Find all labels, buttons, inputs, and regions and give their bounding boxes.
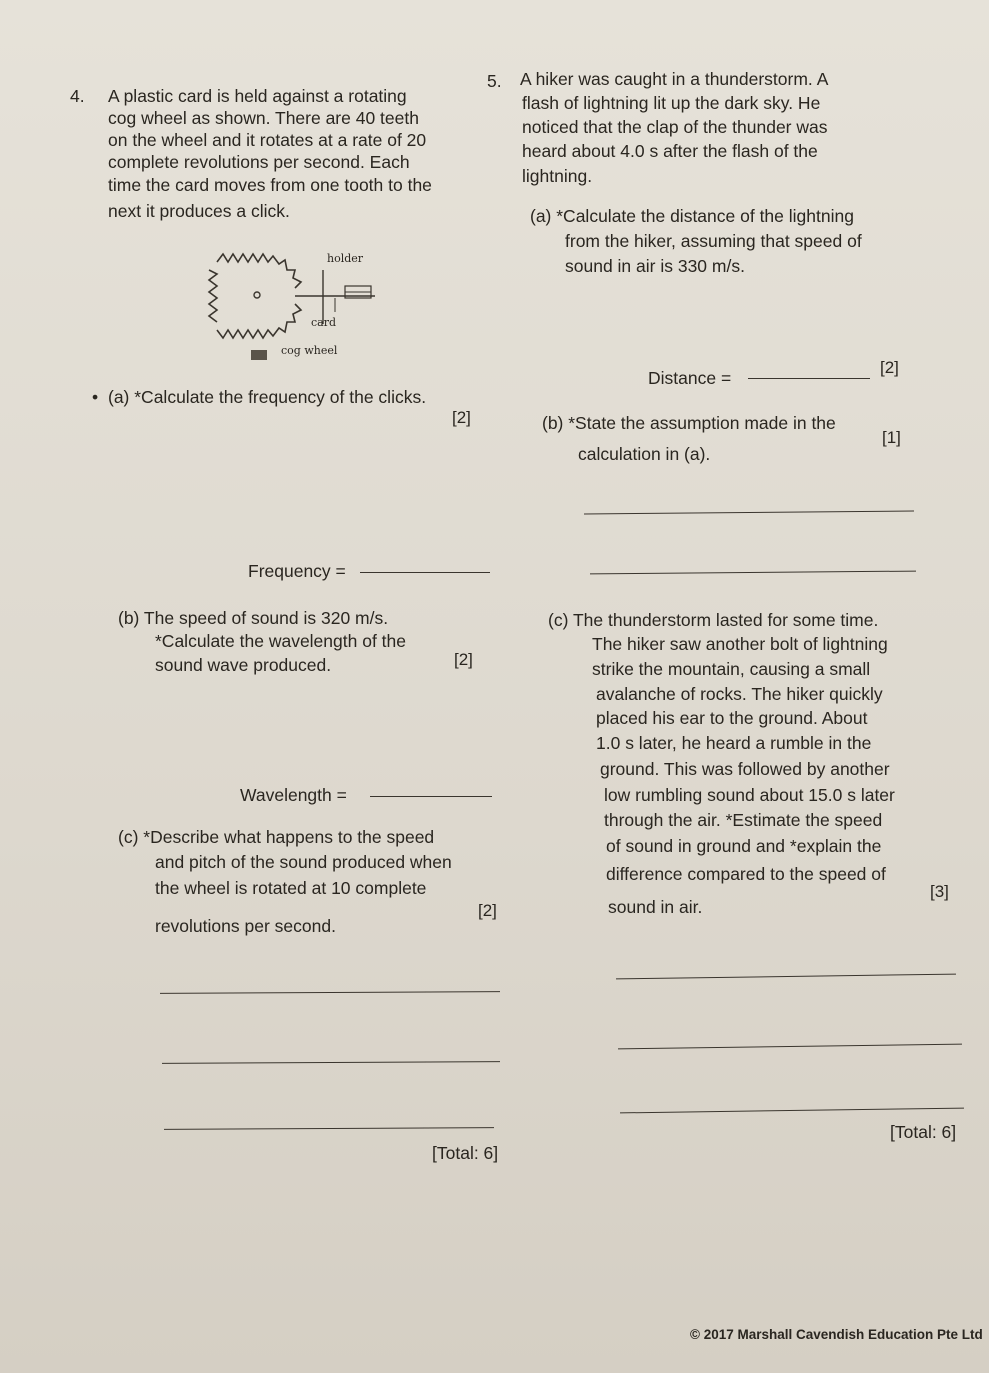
q5-number: 5. xyxy=(487,71,502,91)
q5-total: [Total: 6] xyxy=(890,1122,957,1142)
q4a-answer-label: Frequency = xyxy=(248,561,346,581)
q5c-line: through the air. *Estimate the speed xyxy=(604,810,883,830)
q5-stem-line: flash of lightning lit up the dark sky. He xyxy=(522,93,821,113)
q4c-line: and pitch of the sound produced when xyxy=(155,852,452,872)
q5a-answer-line[interactable] xyxy=(748,378,870,379)
q4-stem-line: on the wheel and it rotates at a rate of 20 xyxy=(108,130,427,150)
q5b-line: calculation in (a). xyxy=(578,444,711,464)
q5a-line: (a) *Calculate the distance of the lightning xyxy=(530,206,854,226)
label-card: card xyxy=(311,316,337,329)
q4-stem-line: cog wheel as shown. There are 40 teeth xyxy=(108,108,419,128)
q4b-answer-line[interactable] xyxy=(370,796,492,797)
q5-stem-line: lightning. xyxy=(522,166,593,186)
q4c-marks: [2] xyxy=(478,901,497,920)
q5c-line: 1.0 s later, he heard a rumble in the xyxy=(596,733,872,753)
q5c-line: sound in air. xyxy=(608,897,703,917)
q4b-answer-label: Wavelength = xyxy=(240,785,347,805)
label-cog-wheel: cog wheel xyxy=(281,344,338,357)
q5c-line: avalanche of rocks. The hiker quickly xyxy=(596,684,883,704)
q4b-line: (b) The speed of sound is 320 m/s. xyxy=(118,608,389,628)
q4-stem-line: time the card moves from one tooth to the xyxy=(108,175,432,195)
q5c-marks: [3] xyxy=(930,882,949,901)
q5c-answer-line[interactable] xyxy=(620,1108,964,1114)
copyright-notice: © 2017 Marshall Cavendish Education Pte Ltd xyxy=(690,1327,983,1342)
q5c-line: (c) The thunderstorm lasted for some time. xyxy=(548,610,879,630)
cog-base xyxy=(251,350,267,360)
q5c-answer-line[interactable] xyxy=(618,1044,962,1050)
q4a-answer-line[interactable] xyxy=(360,572,490,573)
q4-stem-line: next it produces a click. xyxy=(108,201,290,221)
q5c-line: The hiker saw another bolt of lightning xyxy=(592,634,888,654)
label-holder: holder xyxy=(327,252,364,265)
q5b-marks: [1] xyxy=(882,428,901,447)
q5b-line: (b) *State the assumption made in the xyxy=(542,413,836,433)
q4a-bullet: • xyxy=(92,387,99,407)
q4-number: 4. xyxy=(70,86,85,106)
q4b-line: *Calculate the wavelength of the xyxy=(155,631,406,651)
q5c-line: difference compared to the speed of xyxy=(606,864,886,884)
q5b-answer-line[interactable] xyxy=(584,511,914,515)
q5c-line: low rumbling sound about 15.0 s later xyxy=(604,785,895,805)
q4c-answer-line[interactable] xyxy=(162,1061,500,1064)
q5-stem-line: A hiker was caught in a thunderstorm. A xyxy=(520,69,829,89)
q5a-answer-label: Distance = xyxy=(648,368,732,388)
q5-stem-line: heard about 4.0 s after the flash of the xyxy=(522,141,818,161)
cog-wheel-teeth xyxy=(209,254,301,338)
q4-stem-line: complete revolutions per second. Each xyxy=(108,152,410,172)
q4c-answer-line[interactable] xyxy=(164,1127,494,1130)
q4c-answer-line[interactable] xyxy=(160,991,500,994)
q4c-line: the wheel is rotated at 10 complete xyxy=(155,878,427,898)
q5c-line: strike the mountain, causing a small xyxy=(592,659,871,679)
q4-stem-line: A plastic card is held against a rotating xyxy=(108,86,407,106)
cog-axle xyxy=(254,292,260,298)
q5c-line: ground. This was followed by another xyxy=(600,759,890,779)
cog-wheel-diagram xyxy=(195,240,395,365)
q4b-line: sound wave produced. xyxy=(155,655,332,675)
q5b-answer-line[interactable] xyxy=(590,571,916,575)
q4a-question: (a) *Calculate the frequency of the clicks. xyxy=(108,387,427,407)
q5c-line: of sound in ground and *explain the xyxy=(606,836,882,856)
q4c-line: (c) *Describe what happens to the speed xyxy=(118,827,435,847)
q5a-marks: [2] xyxy=(880,358,899,377)
q5c-line: placed his ear to the ground. About xyxy=(596,708,868,728)
q4b-marks: [2] xyxy=(454,650,473,669)
q5a-line: from the hiker, assuming that speed of xyxy=(565,231,862,251)
q4a-marks: [2] xyxy=(452,408,471,427)
q5a-line: sound in air is 330 m/s. xyxy=(565,256,745,276)
q4-total: [Total: 6] xyxy=(432,1143,499,1163)
q5-stem-line: noticed that the clap of the thunder was xyxy=(522,117,828,137)
q4c-line: revolutions per second. xyxy=(155,916,336,936)
q5c-answer-line[interactable] xyxy=(616,974,956,980)
